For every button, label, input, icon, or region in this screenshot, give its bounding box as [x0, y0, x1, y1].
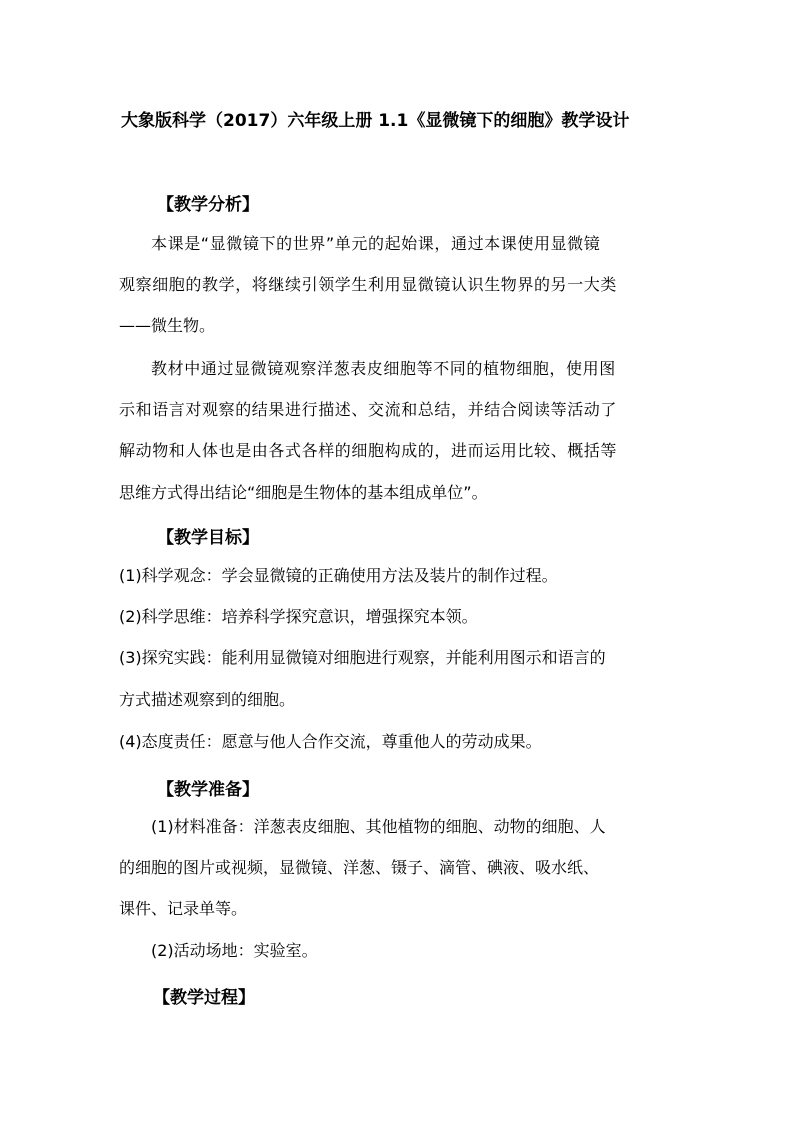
heading-teaching-analysis: 【教学分析】: [157, 195, 259, 215]
preparation-line-1: (1)材料准备：洋葱表皮细胞、其他植物的细胞、动物的细胞、人: [151, 817, 606, 836]
goal-line-4: 方式描述观察到的细胞。: [119, 690, 296, 709]
preparation-line-4: (2)活动场地：实验室。: [151, 941, 318, 960]
preparation-line-2: 的细胞的图片或视频，显微镜、洋葱、镊子、滴管、碘液、吸水纸、: [119, 858, 600, 877]
goal-line-1: (1)科学观念：学会显微镜的正确使用方法及装片的制作过程。: [119, 566, 558, 585]
document-title: 大象版科学（2017）六年级上册 1.1《显微镜下的细胞》教学设计: [121, 111, 630, 131]
analysis-line-4: 教材中通过显微镜观察洋葱表皮细胞等不同的植物细胞，使用图: [151, 359, 616, 378]
analysis-line-7: 思维方式得出结论“细胞是生物体的基本组成单位”。: [119, 483, 488, 502]
heading-teaching-preparation: 【教学准备】: [157, 780, 259, 800]
analysis-line-3: ——微生物。: [119, 316, 216, 335]
analysis-line-5: 示和语言对观察的结果进行描述、交流和总结，并结合阅读等活动了: [119, 400, 618, 419]
analysis-line-6: 解动物和人体也是由各式各样的细胞构成的，进而运用比较、概括等: [119, 441, 618, 460]
goal-line-2: (2)科学思维：培养科学探究意识，增强探究本领。: [119, 607, 478, 626]
goal-line-5: (4)态度责任：愿意与他人合作交流，尊重他人的劳动成果。: [119, 732, 542, 751]
heading-teaching-goals: 【教学目标】: [157, 528, 259, 548]
analysis-line-2: 观察细胞的教学，将继续引领学生利用显微镜认识生物界的另一大类: [119, 275, 618, 294]
heading-teaching-process: 【教学过程】: [153, 988, 255, 1008]
goal-line-3: (3)探究实践：能利用显微镜对细胞进行观察，并能利用图示和语言的: [119, 648, 606, 667]
analysis-line-1: 本课是“显微镜下的世界”单元的起始课，通过本课使用显微镜: [151, 234, 601, 253]
preparation-line-3: 课件、记录单等。: [119, 899, 248, 918]
